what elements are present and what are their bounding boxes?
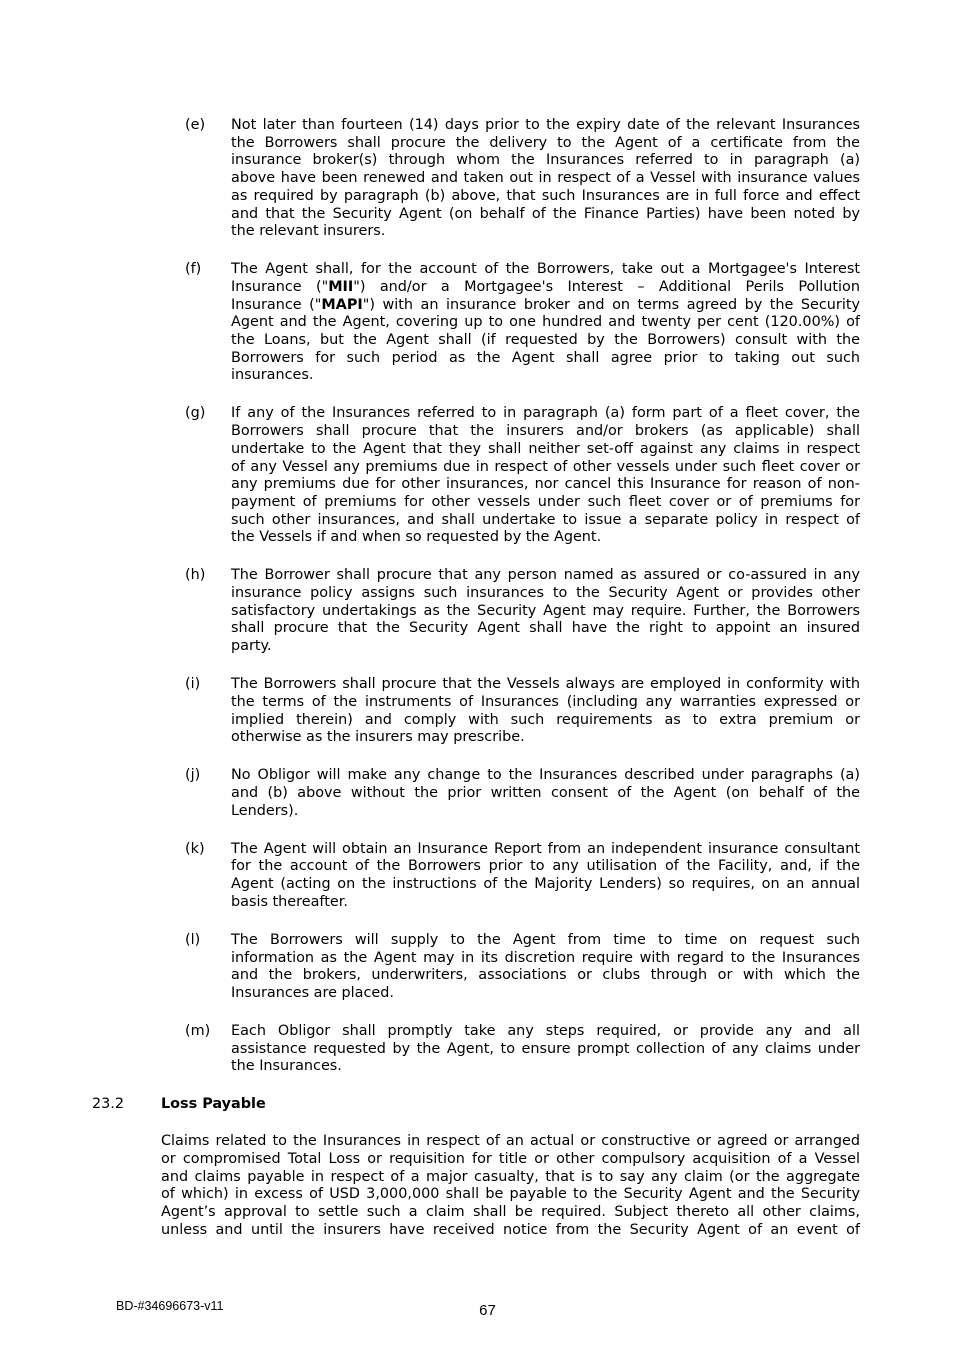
- clause-text: [231, 261, 860, 385]
- clause-label: (m): [185, 1022, 211, 1039]
- text-line: the Borrowers shall procure the delivery to the Agent of a certificate from the: [231, 134, 860, 151]
- text-line: Agent and the Agent, covering up to one hundred and twenty per cent (120.00%) of: [231, 314, 860, 331]
- text-line: as required by paragraph (b) above, that such Insurances are in full force and effect: [231, 187, 860, 204]
- text-line: Borrowers shall procure that the insurers and/or brokers (as applicable) shall: [231, 423, 860, 440]
- section-heading: [0, 1096, 965, 1114]
- text-line: insurances.: [231, 367, 314, 384]
- text-line: or compromised Total Loss or requisition for title or other compulsory acquisition of a Vessel: [161, 1151, 860, 1167]
- text-line: Each Obligor shall promptly take any steps required, or provide any and all: [231, 1022, 860, 1039]
- clause-g: [0, 405, 965, 547]
- text-line: The Borrowers will supply to the Agent from time to time on request such: [231, 931, 860, 948]
- text-line: No Obligor will make any change to the Insurances described under paragraphs (a): [231, 767, 860, 784]
- clause-label: (e): [185, 117, 206, 133]
- text-line: [231, 297, 860, 315]
- text-segment: Insurance (": [231, 278, 329, 295]
- text-line: insurance policy assigns such insurances to the Security Agent or provides other: [231, 585, 860, 602]
- clause-k: [0, 841, 965, 912]
- text-line: assistance requested by the Agent, to ensure prompt collection of any claims under: [231, 1040, 860, 1057]
- clause-label: (l): [185, 931, 201, 948]
- clause-e: [0, 117, 965, 241]
- clause-h: [0, 567, 965, 656]
- clause-label: (f): [185, 261, 202, 278]
- text-line: and (b) above without the prior written consent of the Agent (on behalf of the: [231, 784, 860, 801]
- text-line: undertake to the Agent that they shall neither set-off against any claims in respect: [231, 440, 860, 457]
- clause-label: (h): [185, 567, 206, 584]
- text-line: implied therein) and comply with such requirements as to extra premium or: [231, 711, 860, 728]
- text-line: the relevant insurers.: [231, 223, 386, 240]
- text-line: payment of premiums for other vessels under such fleet cover or of premiums for: [231, 493, 860, 510]
- text-line: The Borrowers shall procure that the Vessels always are employed in conformity with: [231, 676, 860, 693]
- text-line: otherwise as the insurers may prescribe.: [231, 729, 525, 746]
- clause-text: [231, 567, 860, 656]
- text-line: the Insurances.: [231, 1058, 342, 1075]
- text-line: and that the Security Agent (on behalf of the Finance Parties) have been noted by: [231, 205, 860, 222]
- clause-f: [0, 261, 965, 385]
- section-paragraph: [161, 1133, 860, 1239]
- defined-term-mii: MII: [328, 278, 354, 295]
- text-line: above have been renewed and taken out in respect of a Vessel with insurance values: [231, 170, 860, 187]
- text-line: Agent’s approval to settle such a claim shall be required. Subject thereto all other claims,: [161, 1204, 860, 1221]
- text-line: The Agent shall, for the account of the Borrowers, take out a Mortgagee's Interest: [231, 261, 860, 278]
- clause-text: [231, 1023, 860, 1076]
- document-reference: BD-#34696673-v11: [116, 1299, 224, 1313]
- clause-text: [231, 405, 860, 547]
- clause-label: (i): [185, 676, 201, 693]
- text-line: shall procure that the Security Agent shall have the right to appoint an insured: [231, 620, 860, 637]
- text-line: such other insurances, and shall undertake to issue a separate policy in respect of: [231, 511, 860, 528]
- text-line: of any Vessel any premiums due in respect of other vessels under such fleet cover or: [231, 458, 860, 475]
- section-number: 23.2: [92, 1096, 125, 1113]
- clause-text: [231, 767, 860, 820]
- text-line: Not later than fourteen (14) days prior to the expiry date of the relevant Insurances: [231, 117, 860, 133]
- clause-label: (j): [185, 767, 201, 784]
- clause-label: (g): [185, 405, 206, 422]
- text-line: Insurances are placed.: [231, 984, 394, 1001]
- clause-m: [0, 1023, 965, 1076]
- clause-j: [0, 767, 965, 820]
- clause-label: (k): [185, 840, 205, 857]
- text-line: for the account of the Borrowers prior to any utilisation of the Facility, and, if the: [231, 858, 860, 875]
- text-line: The Borrower shall procure that any person named as assured or co-assured in any: [231, 567, 860, 584]
- text-line: and the brokers, underwriters, associations or clubs through or with which the: [231, 967, 860, 984]
- clause-text: [231, 676, 860, 747]
- text-line: The Agent will obtain an Insurance Report from an independent insurance consultant: [231, 840, 860, 857]
- text-line: and claims payable in respect of a major casualty, that is to say any claim (or the aggregate: [161, 1168, 860, 1185]
- text-line: information as the Agent may in its discretion require with regard to the Insurances: [231, 949, 860, 966]
- text-line: Borrowers for such period as the Agent shall agree prior to taking out such: [231, 349, 860, 366]
- text-segment: Insurance (": [231, 296, 322, 313]
- text-line: any premiums due for other insurances, nor cancel this Insurance for reason of non-: [231, 476, 860, 493]
- text-line: [231, 279, 860, 297]
- text-line: the terms of the instruments of Insurances (including any warranties expressed or: [231, 693, 860, 710]
- text-line: basis thereafter.: [231, 893, 348, 910]
- text-line: the Loans, but the Agent shall (if requested by the Borrowers) consult with the: [231, 332, 860, 349]
- section-title: Loss Payable: [161, 1096, 266, 1113]
- page-number: 67: [479, 1302, 496, 1319]
- text-line: Lenders).: [231, 802, 299, 819]
- page-content: [0, 117, 965, 1240]
- text-line: If any of the Insurances referred to in paragraph (a) form part of a fleet cover, the: [231, 405, 860, 422]
- text-segment: ") with an insurance broker and on terms agreed by the Security: [362, 296, 860, 313]
- clause-i: [0, 676, 965, 747]
- text-segment: ") and/or a Mortgagee's Interest – Additional Perils Pollution: [353, 278, 860, 295]
- text-line: insurance broker(s) through whom the Insurances referred to in paragraph (a): [231, 152, 860, 169]
- text-line: the Vessels if and when so requested by the Agent.: [231, 529, 602, 546]
- defined-term-mapi: MAPI: [321, 296, 363, 313]
- text-line: Agent (acting on the instructions of the Majority Lenders) so requires, on an annual: [231, 876, 860, 893]
- text-line: party.: [231, 638, 272, 655]
- clause-text: [231, 932, 860, 1003]
- text-line: Claims related to the Insurances in respect of an actual or constructive or agreed or arranged: [161, 1133, 860, 1150]
- text-line: unless and until the insurers have received notice from the Security Agent of an event of: [161, 1221, 860, 1238]
- clause-text: [231, 841, 860, 912]
- clause-text: [231, 117, 860, 241]
- text-line: satisfactory undertakings as the Security Agent may require. Further, the Borrowers: [231, 602, 860, 619]
- text-line: of which) in excess of USD 3,000,000 shall be payable to the Security Agent and the Security: [161, 1186, 860, 1203]
- clause-l: [0, 932, 965, 1003]
